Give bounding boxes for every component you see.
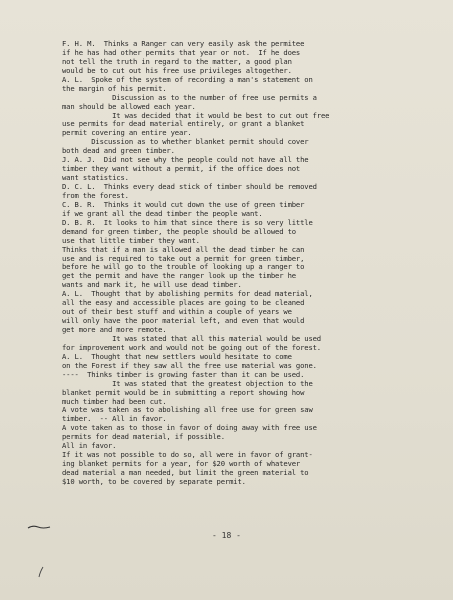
text-line: both dead and green timber. <box>62 146 175 156</box>
text-line: much timber had been cut. <box>62 396 167 406</box>
text-line: ing blanket permits for a year, for $20 worth of whatever <box>62 459 301 469</box>
text-line: It was stated that all this material would be used <box>62 333 321 343</box>
text-line: A. L. Spoke of the system of recording a man's statement on <box>62 74 313 84</box>
text-line: dead material a man needed, but limit the green material to <box>62 468 309 477</box>
text-line: Discussion as to the number of free use permits a <box>62 92 317 102</box>
text-line: use and is required to take out a permit for green timber, <box>62 253 305 263</box>
text-line: F. H. M. Thinks a Ranger can very easily ask the permitee <box>62 39 305 48</box>
text-line: use that little timber they want. <box>62 235 200 245</box>
text-line: D. C. L. Thinks every dead stick of timber should be removed <box>62 182 317 191</box>
text-line: on the Forest if they saw all the free use material was gone. <box>62 360 317 370</box>
text-line: If it was not possible to do so, all were in favor of grant- <box>62 450 313 460</box>
text-line: the margin of his permit. <box>62 83 167 93</box>
text-line: will only have the poor material left, and even that would <box>62 316 305 326</box>
text-line: All in favor. <box>62 441 117 451</box>
text-line: blanket permit would be in submitting a report showing how <box>62 387 305 397</box>
text-line: not tell the truth in regard to the matter, a good plan <box>62 56 292 66</box>
text-line: if he has had other permits that year or not. If he does <box>62 47 301 57</box>
text-line: D. B. R. It looks to him that since there is so very little <box>62 217 313 227</box>
pen-mark-tick <box>37 566 45 578</box>
text-line: C. B. R. Thinks it would cut down the use of green timber <box>62 199 305 209</box>
text-line: all the easy and accessible places are going to be cleaned <box>62 298 305 308</box>
text-line: permits for dead material, if possible. <box>62 432 225 442</box>
text-line: demand for green timber, the people should be allowed to <box>62 226 296 236</box>
text-line: A. L. Thought that new settlers would hesitate to come <box>62 351 292 361</box>
text-line: permit covering an entire year. <box>62 128 192 138</box>
text-line: timber. -- All in favor. <box>62 414 167 424</box>
text-line: A vote taken as to those in favor of doing away with free use <box>62 423 317 433</box>
typed-text-block <box>62 40 412 487</box>
text-line: man should be allowed each year. <box>62 101 196 111</box>
text-line: before he will go to the trouble of looking up a ranger to <box>62 262 305 272</box>
text-line: use permits for dead material entirely, or grant a blanket <box>62 119 305 129</box>
text-line: want statistics. <box>62 173 129 183</box>
text-line: get more and more remote. <box>62 325 167 334</box>
text-line: It was decided that it would be best to cut out free <box>62 110 330 120</box>
text-line: would be to cut out his free use privileges altogether. <box>62 65 292 75</box>
text-line: for improvement work and would not be going out of the forest. <box>62 342 321 352</box>
text-line: It was stated that the greatest objection to the <box>62 378 313 388</box>
text-line: timber they want without a permit, if the office does not <box>62 164 301 174</box>
text-line: $10 worth, to be covered by separate permit. <box>62 476 246 486</box>
text-line: A vote was taken as to abolishing all free use for green saw <box>62 405 313 415</box>
text-line: ---- Thinks timber is growing faster than it can be used. <box>62 369 305 379</box>
text-line: out of their best stuff and within a couple of years we <box>62 307 292 317</box>
text-line: A. L. Thought that by abolishing permits for dead material, <box>62 289 313 299</box>
pen-mark-dash <box>27 524 51 530</box>
text-line: J. A. J. Did not see why the people could not have all the <box>62 155 309 165</box>
text-line: from the forest. <box>62 190 129 200</box>
text-line: wants and mark it, he will use dead timber. <box>62 280 242 290</box>
text-line: if we grant all the dead timber the people want. <box>62 208 263 218</box>
text-line: get the permit and have the ranger look up the timber he <box>62 271 296 281</box>
page-number: - 18 - <box>212 531 241 540</box>
text-line: Thinks that if a man is allowed all the dead timber he can <box>62 244 305 254</box>
text-line: Discussion as to whether blanket permit should cover <box>62 137 309 147</box>
